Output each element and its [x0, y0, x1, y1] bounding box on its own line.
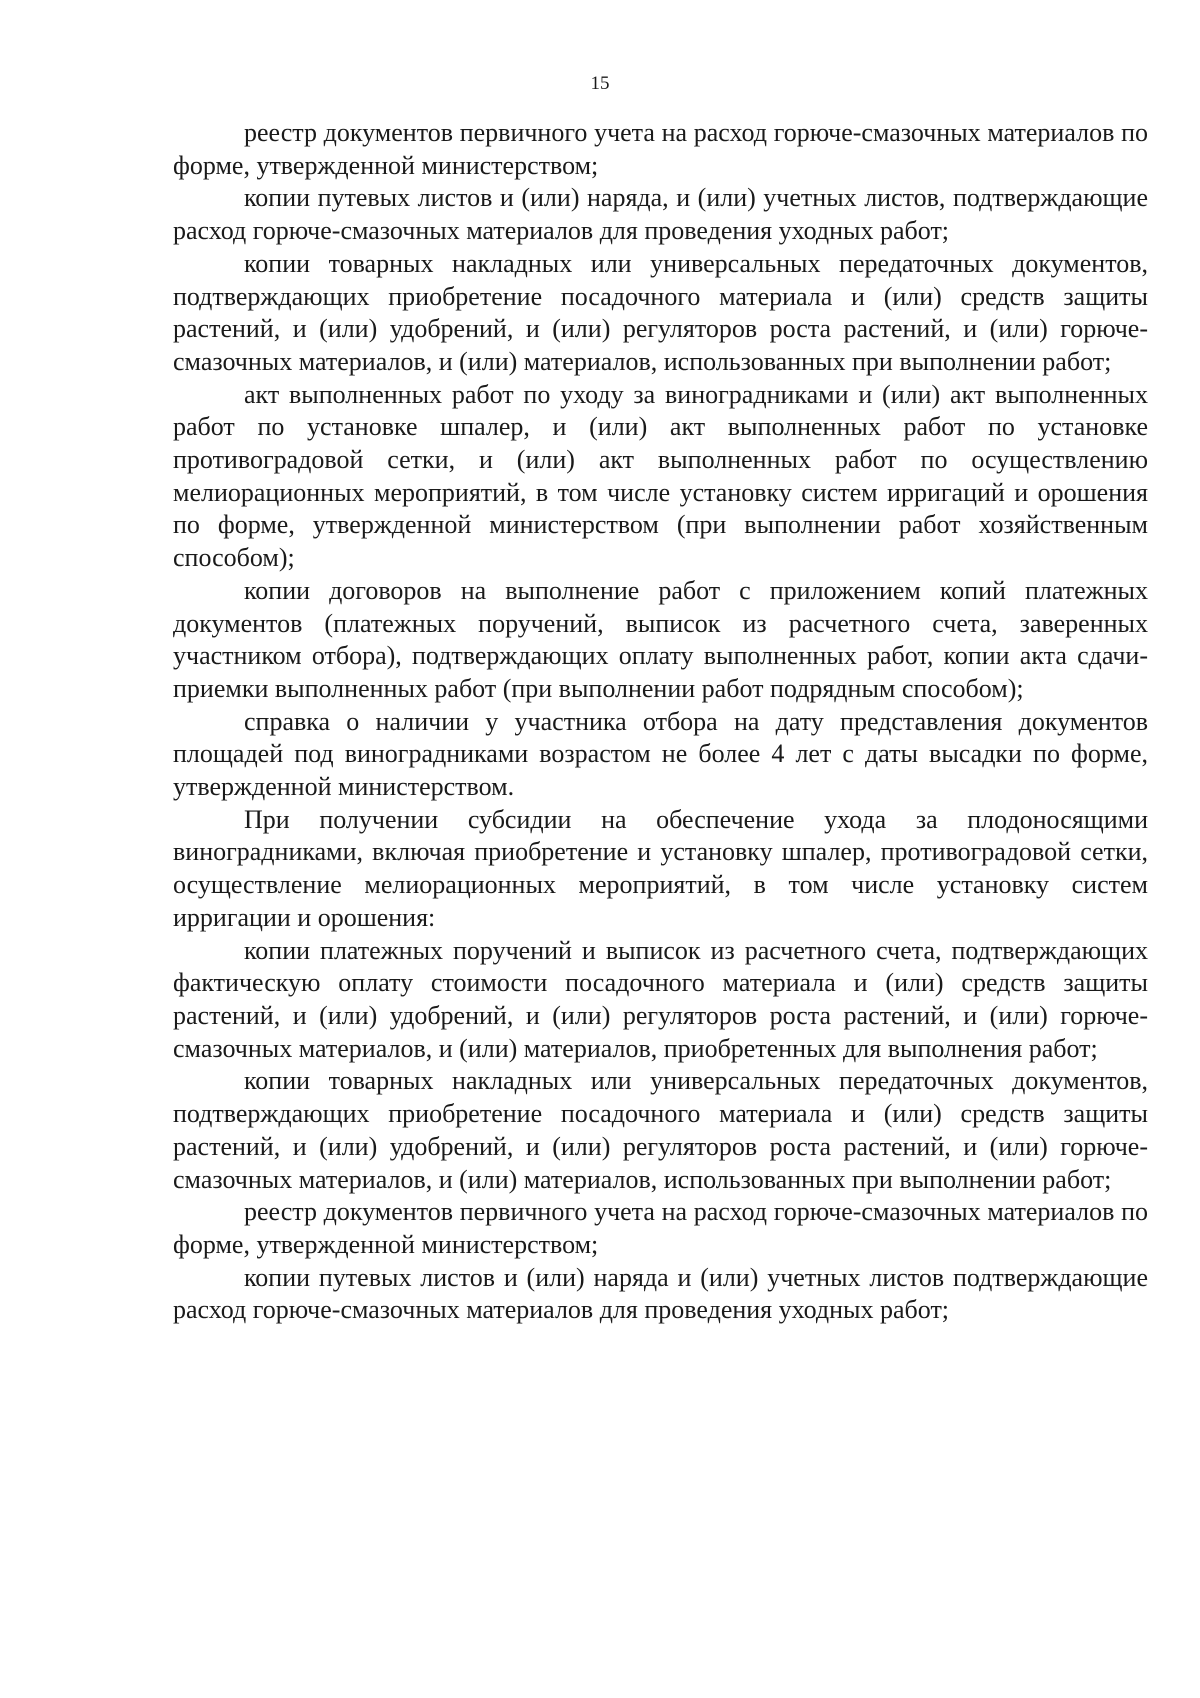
document-body — [173, 117, 1148, 1327]
paragraph: копии путевых листов и (или) наряда и (или) учетных листов подтверждающие расход горюче-смазочных материалов для проведения уходных работ; — [173, 1262, 1148, 1325]
paragraph: акт выполненных работ по уходу за виноградниками и (или) акт выполненных работ по установке шпалер, и (или) акт выполненных работ по установке противоградовой сетки, и (или) акт выполненных работ по осуществлению мелиорационных мероприятий, в том числе установку систем ирригаций и орошения по форме, утвержденной министерством (при выполнении работ хозяйственным способом); — [173, 379, 1148, 573]
paragraph: При получении субсидии на обеспечение ухода за плодоносящими виноградниками, включая приобретение и установку шпалер, противоградовой сетки, осуществление мелиорационных мероприятий, в том числе установку систем ирригации и орошения: — [173, 804, 1148, 932]
paragraph: копии договоров на выполнение работ с приложением копий платежных документов (платежных поручений, выписок из расчетного счета, заверенных участником отбора), подтверждающих оплату выполненных работ, копии акта сдачи-приемки выполненных работ (при выполнении работ подрядным способом); — [173, 575, 1148, 703]
paragraph: копии платежных поручений и выписок из расчетного счета, подтверждающих фактическую оплату стоимости посадочного материала и (или) средств защиты растений, и (или) удобрений, и (или) регуляторов роста растений, и (или) горюче-смазочных материалов, и (или) материалов, приобретенных для выполнения работ; — [173, 935, 1148, 1063]
page-number: 15 — [590, 73, 610, 94]
paragraph: реестр документов первичного учета на расход горюче-смазочных материалов по форме, утвержденной министерством; — [173, 118, 1148, 180]
paragraph: реестр документов первичного учета на расход горюче-смазочных материалов по форме, утвержденной министерством; — [173, 1197, 1148, 1259]
paragraph: копии товарных накладных или универсальных передаточных документов, подтверждающих приобретение посадочного материала и (или) средств защиты растений, и (или) удобрений, и (или) регуляторов роста растений, и (или) горюче-смазочных материалов, и (или) материалов, использованных при выполнении работ; — [173, 248, 1148, 376]
paragraph: копии путевых листов и (или) наряда, и (или) учетных листов, подтверждающие расход горюче-смазочных материалов для проведения уходных работ; — [173, 183, 1148, 246]
paragraph: копии товарных накладных или универсальных передаточных документов, подтверждающих приобретение посадочного материала и (или) средств защиты растений, и (или) удобрений, и (или) регуляторов роста растений, и (или) горюче-смазочных материалов, и (или) материалов, использованных при выполнении работ; — [173, 1066, 1148, 1194]
paragraph: справка о наличии у участника отбора на дату представления документов площадей под виноградниками возрастом не более 4 лет с даты высадки по форме, утвержденной министерством. — [173, 706, 1148, 802]
